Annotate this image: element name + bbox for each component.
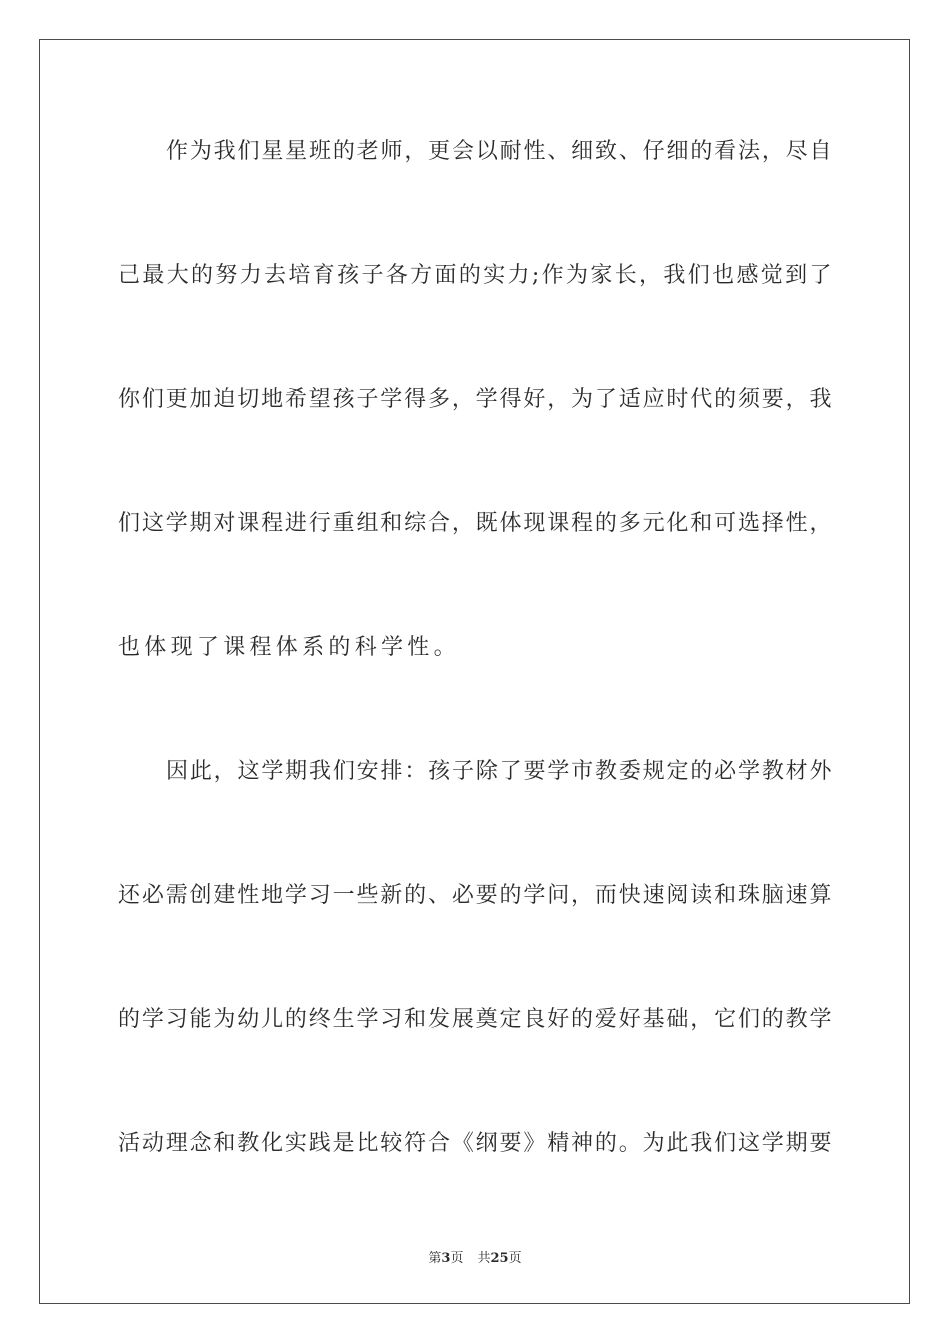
- paragraph-1-line-5: 也体现了课程体系的科学性。: [118, 635, 460, 660]
- page-prefix: 第: [428, 1251, 442, 1266]
- paragraph-2-line-4: 活动理念和教化实践是比较符合《纲要》精神的。为此我们这学期要: [118, 1131, 832, 1156]
- paragraph-2-line-2: 还必需创建性地学习一些新的、必要的学问，而快速阅读和珠脑速算: [118, 883, 832, 908]
- page-border: [39, 39, 910, 1304]
- paragraph-1-line-4: 们这学期对课程进行重组和综合，既体现课程的多元化和可选择性，: [118, 511, 832, 536]
- total-pages: 25: [490, 1251, 509, 1266]
- paragraph-1-line-2: 己最大的努力去培育孩子各方面的实力;作为家长，我们也感觉到了: [118, 263, 832, 288]
- paragraph-2-line-1: 因此，这学期我们安排：孩子除了要学市教委规定的必学教材外: [166, 759, 832, 784]
- paragraph-1-line-3: 你们更加迫切地希望孩子学得多，学得好，为了适应时代的须要，我: [118, 387, 832, 412]
- page-number: 3: [441, 1251, 451, 1266]
- total-prefix: 共: [477, 1251, 491, 1266]
- page-suffix: 页: [450, 1251, 464, 1266]
- paragraph-1-line-1: 作为我们星星班的老师，更会以耐性、细致、仔细的看法，尽自: [166, 139, 832, 164]
- paragraph-2-line-3: 的学习能为幼儿的终生学习和发展奠定良好的爱好基础，它们的教学: [118, 1007, 832, 1032]
- total-suffix: 页: [508, 1251, 522, 1266]
- page-footer: [0, 1247, 950, 1266]
